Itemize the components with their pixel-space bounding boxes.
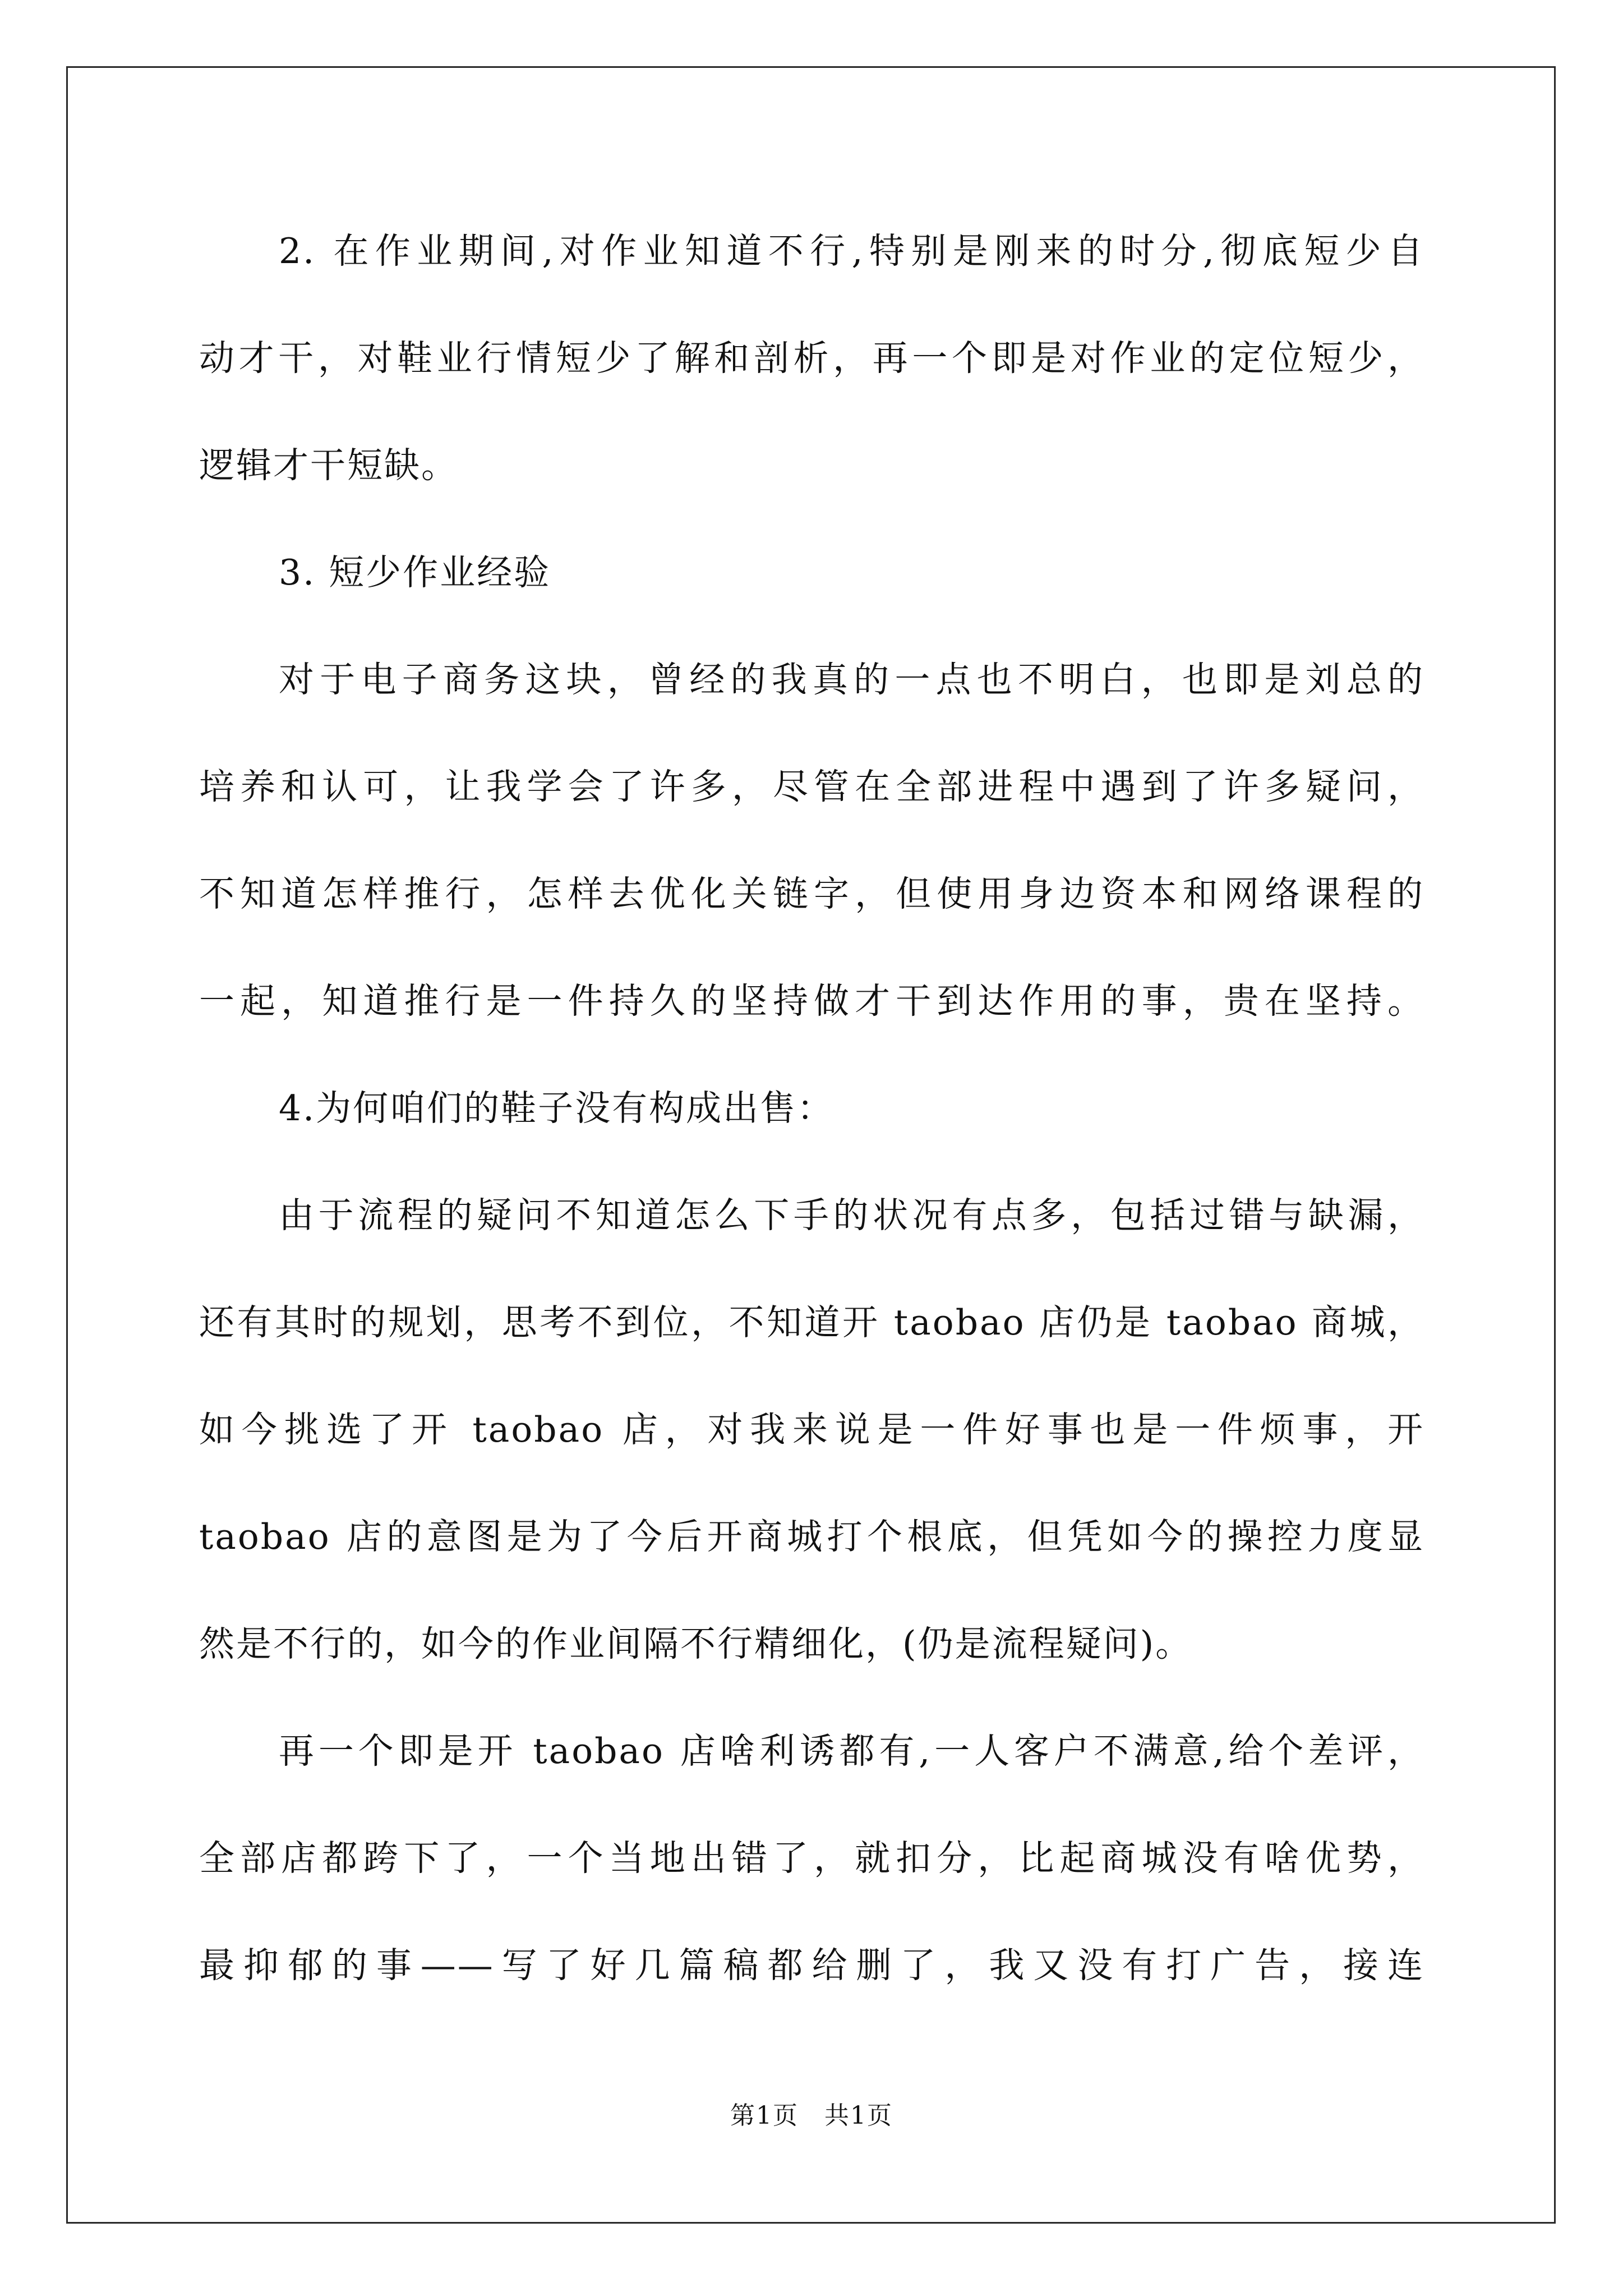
text-line: 如今挑选了开 taobao 店，对我来说是一件好事也是一件烦事，开: [199, 1409, 1424, 1450]
paragraph-3: [199, 626, 1424, 1055]
text-line: 培养和认可，让我学会了许多，尽管在全部进程中遇到了许多疑问，: [199, 766, 1424, 807]
paragraph-6: [199, 1697, 1424, 2019]
text-line: 全部店都跨下了，一个当地出错了，就扣分，比起商城没有啥优势，: [199, 1838, 1424, 1879]
text-line: 对于电子商务这块，曾经的我真的一点也不明白，也即是刘总的: [279, 659, 1424, 700]
paragraph-2: [199, 519, 1424, 626]
text-line: 不知道怎样推行，怎样去优化关链字，但使用身边资本和网络课程的: [199, 873, 1424, 914]
text-line: 4.为何咱们的鞋子没有构成出售：: [279, 1088, 834, 1129]
text-line: 动才干，对鞋业行情短少了解和剖析，再一个即是对作业的定位短少，: [199, 338, 1424, 379]
text-line: 还有其时的规划，思考不到位，不知道开 taobao 店仍是 taobao 商城，: [199, 1302, 1424, 1343]
text-line: 3. 短少作业经验: [279, 552, 551, 593]
text-line: 2. 在作业期间,对作业知道不行,特别是刚来的时分,彻底短少自: [279, 231, 1424, 272]
text-line: 最抑郁的事——写了好几篇稿都给删了，我又没有打广告，接连: [199, 1945, 1424, 1986]
paragraph-1: [199, 197, 1424, 519]
paragraph-5: [199, 1162, 1424, 1697]
paragraph-4: [199, 1055, 1424, 1162]
text-line: 逻辑才干短缺。: [199, 445, 458, 486]
document-body: [199, 197, 1424, 2019]
text-line: 再一个即是开 taobao 店啥利诱都有,一人客户不满意,给个差评，: [279, 1731, 1424, 1772]
page-footer: 第1页 共1页: [730, 2101, 893, 2130]
text-line: 一起，知道推行是一件持久的坚持做才干到达作用的事，贵在坚持。: [199, 981, 1424, 1022]
text-line: 由于流程的疑问不知道怎么下手的状况有点多，包括过错与缺漏，: [279, 1195, 1424, 1236]
text-line: 然是不行的，如今的作业间隔不行精细化，(仍是流程疑问)。: [199, 1623, 1193, 1664]
text-line: taobao 店的意图是为了今后开商城打个根底，但凭如今的操控力度显: [199, 1516, 1424, 1557]
